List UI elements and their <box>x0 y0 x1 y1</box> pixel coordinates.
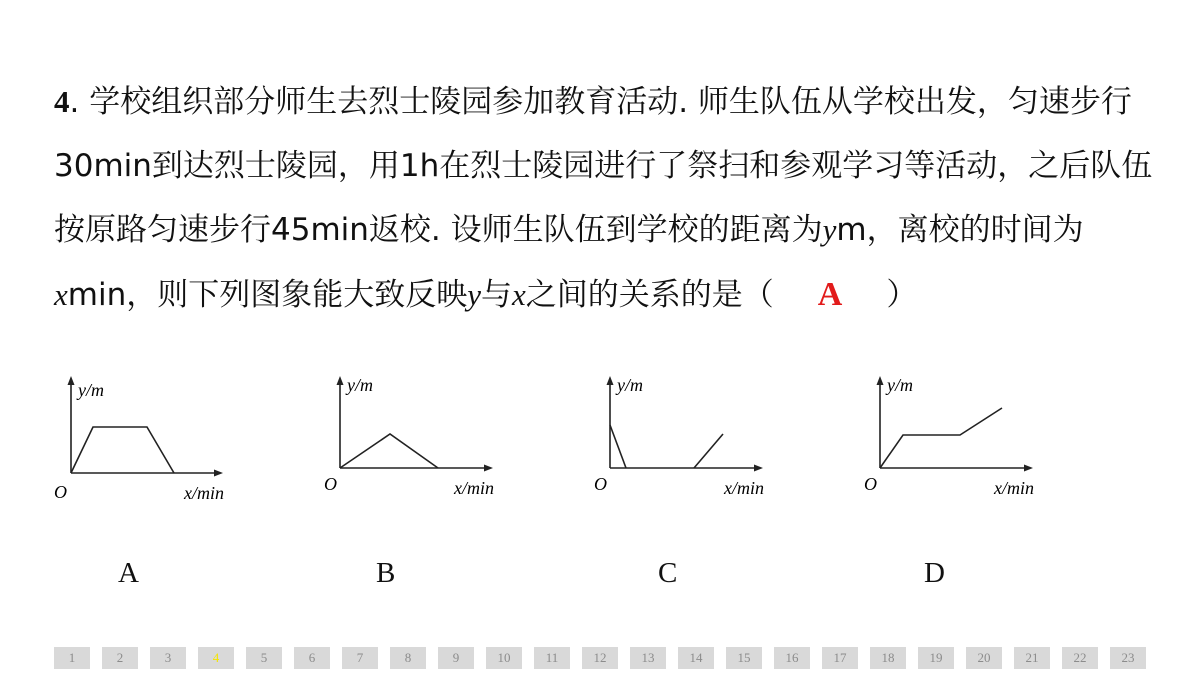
x-axis-arrow-icon <box>214 470 223 477</box>
x-axis-arrow-icon <box>1024 465 1033 472</box>
graph-line <box>340 434 438 468</box>
y-axis-label: y/m <box>347 375 373 395</box>
question-number-dot: . <box>69 84 80 120</box>
page-button-12[interactable]: 12 <box>582 647 618 669</box>
page-button-3[interactable]: 3 <box>150 647 186 669</box>
page-button-2[interactable]: 2 <box>102 647 138 669</box>
variable-x-2: x <box>512 276 526 312</box>
page-button-4[interactable]: 4 <box>198 647 234 669</box>
origin-label: O <box>864 474 877 494</box>
graph-option-a <box>48 370 248 505</box>
graph-option-c <box>588 370 788 505</box>
y-axis-arrow-icon <box>607 376 614 385</box>
graph-line <box>71 427 174 473</box>
variable-x: x <box>54 276 68 312</box>
page-button-21[interactable]: 21 <box>1014 647 1050 669</box>
graph-line-left <box>610 425 626 468</box>
x-axis-label: x/min <box>184 483 224 503</box>
x-axis-label: x/min <box>724 478 764 498</box>
page-button-5[interactable]: 5 <box>246 647 282 669</box>
page-button-22[interactable]: 22 <box>1062 647 1098 669</box>
slide-pagination <box>54 647 1146 669</box>
page-button-10[interactable]: 10 <box>486 647 522 669</box>
x-axis-arrow-icon <box>754 465 763 472</box>
graph-option-d <box>858 370 1058 505</box>
variable-y: y <box>822 212 837 247</box>
x-axis-label: x/min <box>994 478 1034 498</box>
question-number: 4 <box>54 84 70 119</box>
question-stem-part2: m，离校的时间为 <box>836 212 1084 248</box>
option-label-c: C <box>658 557 678 589</box>
option-label-a: A <box>118 557 139 589</box>
y-axis-arrow-icon <box>68 376 75 385</box>
question-stem-part3: min，则下列图象能大致反映 <box>67 276 468 313</box>
graph-option-b <box>318 370 518 505</box>
origin-label: O <box>54 482 67 502</box>
question-close-paren: ） <box>886 276 918 313</box>
page-button-8[interactable]: 8 <box>390 647 426 669</box>
page-button-9[interactable]: 9 <box>438 647 474 669</box>
page-button-7[interactable]: 7 <box>342 647 378 669</box>
y-axis-label: y/m <box>617 375 643 395</box>
page-button-18[interactable]: 18 <box>870 647 906 669</box>
question-stem-part1: 学校组织部分师生去烈士陵园参加教育活动. 师生队伍从学校出发，匀速步行30min到达烈士陵园，用1h在烈士陵园进行了祭扫和参观学习等活动，之后队伍按原路匀速步行45min返校. 设师生队伍到学校的距离为 <box>54 84 1153 248</box>
page-button-13[interactable]: 13 <box>630 647 666 669</box>
page-button-23[interactable]: 23 <box>1110 647 1146 669</box>
page-button-20[interactable]: 20 <box>966 647 1002 669</box>
page-button-14[interactable]: 14 <box>678 647 714 669</box>
origin-label: O <box>594 474 607 494</box>
page-button-17[interactable]: 17 <box>822 647 858 669</box>
page-button-15[interactable]: 15 <box>726 647 762 669</box>
graph-line-right <box>694 434 723 468</box>
y-axis-label: y/m <box>887 375 913 395</box>
page-button-19[interactable]: 19 <box>918 647 954 669</box>
variable-y-2: y <box>467 276 481 312</box>
page-button-6[interactable]: 6 <box>294 647 330 669</box>
graph-line <box>880 408 1002 468</box>
y-axis-arrow-icon <box>337 376 344 385</box>
question-stem-part4: 与 <box>481 276 512 313</box>
x-axis-label: x/min <box>454 478 494 498</box>
page-button-11[interactable]: 11 <box>534 647 570 669</box>
option-label-b: B <box>376 557 396 589</box>
page-button-16[interactable]: 16 <box>774 647 810 669</box>
page-button-1[interactable]: 1 <box>54 647 90 669</box>
origin-label: O <box>324 474 337 494</box>
answer-text: A <box>817 275 843 313</box>
x-axis-arrow-icon <box>484 465 493 472</box>
question-text <box>54 70 1164 327</box>
y-axis-label: y/m <box>78 380 104 400</box>
option-label-d: D <box>924 557 945 589</box>
y-axis-arrow-icon <box>877 376 884 385</box>
question-stem-part5: 之间的关系的是（ <box>525 276 774 313</box>
